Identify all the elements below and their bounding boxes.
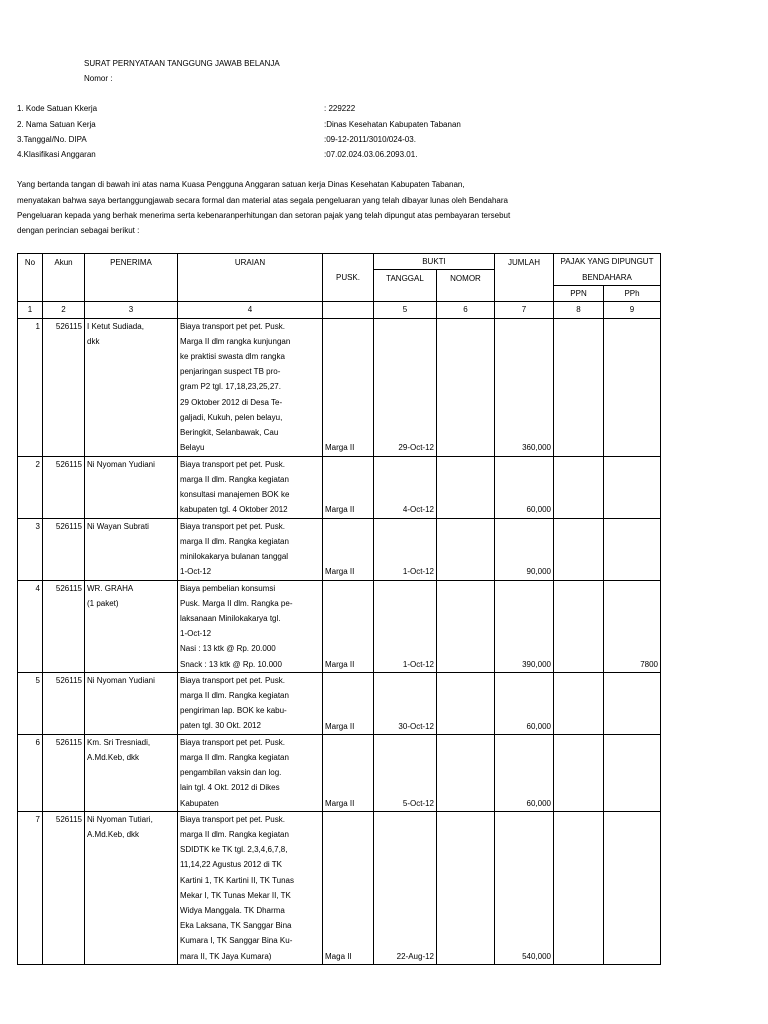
ppn-value <box>554 518 604 580</box>
info-label: 3.Tanggal/No. DIPA <box>17 135 87 144</box>
row-number: 1 <box>18 318 43 456</box>
amount: 60,000 <box>495 672 554 734</box>
info-label: 1. Kode Satuan Kkerja <box>17 104 98 113</box>
document-title: SURAT PERNYATAAN TANGGUNG JAWAB BELANJA <box>84 59 280 68</box>
receipt-date: 30-Oct-12 <box>374 672 437 734</box>
amount: 390,000 <box>495 580 554 672</box>
column-number: 5 <box>374 302 437 318</box>
recipient-name: Ni Nyoman Yudiani <box>85 456 178 518</box>
row-number: 7 <box>18 811 43 964</box>
col-header-nomor: NOMOR <box>437 270 495 302</box>
receipt-date: 22-Aug-12 <box>374 811 437 964</box>
account-code: 526115 <box>43 811 85 964</box>
col-header-ppn: PPN <box>554 286 604 302</box>
recipient-name: Ni Nyoman Tutiari, A.Md.Keb, dkk <box>85 811 178 964</box>
ppn-value <box>554 672 604 734</box>
pph-value <box>604 811 661 964</box>
amount: 60,000 <box>495 456 554 518</box>
pph-value <box>604 518 661 580</box>
description: Biaya transport pet pet. Pusk. marga II dlm. Rangka kegiatan pengambilan vaksin dan log. lain tgl. 4 Okt. 2012 di Dikes Kabupaten <box>178 734 323 811</box>
account-code: 526115 <box>43 672 85 734</box>
receipt-number <box>437 518 495 580</box>
account-code: 526115 <box>43 580 85 672</box>
account-code: 526115 <box>43 318 85 456</box>
ppn-value <box>554 580 604 672</box>
pph-value <box>604 456 661 518</box>
col-header-jumlah: JUMLAH <box>495 254 554 302</box>
pph-value <box>604 672 661 734</box>
column-number: 6 <box>437 302 495 318</box>
expense-table <box>17 253 661 965</box>
info-value: : 229222 <box>324 104 356 113</box>
table-row <box>18 580 661 672</box>
puskesmas: Maga II <box>323 811 374 964</box>
paragraph-line: Pengeluaran kepada yang berhak menerima serta kebenaranperhitungan dan setoran pajak yang telah dipungut atas pembayaran tersebut <box>17 211 511 220</box>
row-number: 4 <box>18 580 43 672</box>
table-row <box>18 672 661 734</box>
column-number: 7 <box>495 302 554 318</box>
row-number: 2 <box>18 456 43 518</box>
ppn-value <box>554 811 604 964</box>
receipt-number <box>437 672 495 734</box>
receipt-number <box>437 734 495 811</box>
column-number: 1 <box>18 302 43 318</box>
document-number-label: Nomor : <box>84 74 113 83</box>
receipt-date: 5-Oct-12 <box>374 734 437 811</box>
column-number: 2 <box>43 302 85 318</box>
paragraph-line: Yang bertanda tangan di bawah ini atas nama Kuasa Pengguna Anggaran satuan kerja Dinas Kesehatan Kabupaten Tabanan, <box>17 180 465 189</box>
table-row <box>18 518 661 580</box>
receipt-number <box>437 456 495 518</box>
table-row <box>18 734 661 811</box>
table-row <box>18 318 661 456</box>
receipt-date: 1-Oct-12 <box>374 580 437 672</box>
row-number: 3 <box>18 518 43 580</box>
puskesmas: Marga II <box>323 456 374 518</box>
recipient-name: Ni Wayan Subrati <box>85 518 178 580</box>
pph-value <box>604 734 661 811</box>
info-value: :07.02.024.03.06.2093.01. <box>324 150 418 159</box>
col-header-uraian: URAIAN <box>178 254 323 302</box>
col-header-bendahara: BENDAHARA <box>554 270 661 286</box>
amount: 540,000 <box>495 811 554 964</box>
pph-value: 7800 <box>604 580 661 672</box>
row-number: 5 <box>18 672 43 734</box>
col-header-no: No <box>18 254 43 302</box>
column-number <box>323 302 374 318</box>
pph-value <box>604 318 661 456</box>
header-row <box>18 254 661 270</box>
info-label: 4.Klasifikasi Anggaran <box>17 150 96 159</box>
puskesmas: Marga II <box>323 318 374 456</box>
account-code: 526115 <box>43 456 85 518</box>
col-header-akun: Akun <box>43 254 85 302</box>
ppn-value <box>554 456 604 518</box>
receipt-date: 29-Oct-12 <box>374 318 437 456</box>
info-value: :Dinas Kesehatan Kabupaten Tabanan <box>324 120 461 129</box>
account-code: 526115 <box>43 734 85 811</box>
puskesmas: Marga II <box>323 580 374 672</box>
col-header-pajak: PAJAK YANG DIPUNGUT <box>554 254 661 270</box>
col-header-pusk: PUSK. <box>323 254 374 302</box>
column-number: 8 <box>554 302 604 318</box>
receipt-number <box>437 811 495 964</box>
recipient-name: WR. GRAHA (1 paket) <box>85 580 178 672</box>
column-number: 4 <box>178 302 323 318</box>
ppn-value <box>554 318 604 456</box>
recipient-name: Ni Nyoman Yudiani <box>85 672 178 734</box>
ppn-value <box>554 734 604 811</box>
description: Biaya transport pet pet. Pusk. marga II dlm. Rangka kegiatan SDIDTK ke TK tgl. 2,3,4,6,7,8, 11,14,22 Agustus 2012 di TK Kartini 1, TK Kartini II, TK Tunas Mekar I, TK Tunas Mekar II, TK Widya Manggala. TK Dharma Eka Laksana, TK Sanggar Bina Kumara I, TK Sanggar Bina Ku- mara II, TK Jaya Kumara) <box>178 811 323 964</box>
puskesmas: Marga II <box>323 518 374 580</box>
account-code: 526115 <box>43 518 85 580</box>
receipt-date: 1-Oct-12 <box>374 518 437 580</box>
receipt-date: 4-Oct-12 <box>374 456 437 518</box>
col-header-bukti: BUKTI <box>374 254 495 270</box>
recipient-name: Km. Sri Tresniadi, A.Md.Keb, dkk <box>85 734 178 811</box>
recipient-name: I Ketut Sudiada, dkk <box>85 318 178 456</box>
amount: 60,000 <box>495 734 554 811</box>
amount: 90,000 <box>495 518 554 580</box>
col-header-tanggal: TANGGAL <box>374 270 437 302</box>
column-number: 3 <box>85 302 178 318</box>
table-row <box>18 811 661 964</box>
info-value: :09-12-2011/3010/024-03. <box>324 135 416 144</box>
paragraph-line: dengan perincian sebagai berikut : <box>17 226 140 235</box>
puskesmas: Marga II <box>323 672 374 734</box>
receipt-number <box>437 318 495 456</box>
description: Biaya transport pet pet. Pusk. marga II dlm. Rangka kegiatan pengiriman lap. BOK ke kabu- paten tgl. 30 Okt. 2012 <box>178 672 323 734</box>
column-number-row <box>18 302 661 318</box>
puskesmas: Marga II <box>323 734 374 811</box>
column-number: 9 <box>604 302 661 318</box>
receipt-number <box>437 580 495 672</box>
paragraph-line: menyatakan bahwa saya bertanggungjawab secara formal dan material atas segala pengeluaran yang telah dibayar lunas oleh Bendahara <box>17 196 508 205</box>
description: Biaya transport pet pet. Pusk. Marga II dlm rangka kunjungan ke praktisi swasta dlm rangka penjaringan suspect TB pro- gram P2 tgl. 17,18,23,25,27. 29 Oktober 2012 di Desa Te- galjadi, Kukuh, pelen belayu, Beringkit, Selanbawak, Cau Belayu <box>178 318 323 456</box>
description: Biaya pembelian konsumsi Pusk. Marga II dlm. Rangka pe- laksanaan Minilokakarya tgl. 1-Oct-12 Nasi : 13 ktk @ Rp. 20.000 Snack : 13 ktk @ Rp. 10.000 <box>178 580 323 672</box>
table-row <box>18 456 661 518</box>
info-label: 2. Nama Satuan Kerja <box>17 120 96 129</box>
row-number: 6 <box>18 734 43 811</box>
col-header-penerima: PENERIMA <box>85 254 178 302</box>
description: Biaya transport pet pet. Pusk. marga II dlm. Rangka kegiatan minilokakarya bulanan tanggal 1-Oct-12 <box>178 518 323 580</box>
col-header-pph: PPh <box>604 286 661 302</box>
amount: 360,000 <box>495 318 554 456</box>
description: Biaya transport pet pet. Pusk. marga II dlm. Rangka kegiatan konsultasi manajemen BOK ke kabupaten tgl. 4 Oktober 2012 <box>178 456 323 518</box>
